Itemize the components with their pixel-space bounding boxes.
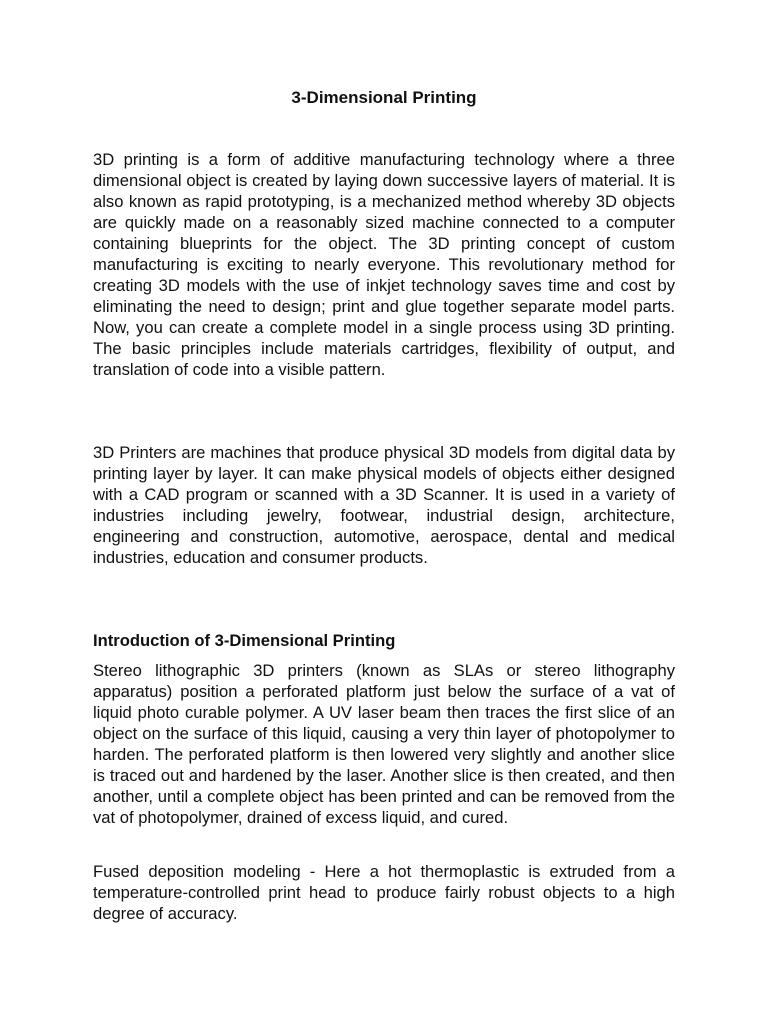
paragraph-3d-printers: 3D Printers are machines that produce physical 3D models from digital data by printing layer by layer. It can make physical models of objects either designed with a CAD program or scanned with a 3D Scanner. It is used in a variety of industries including jewelry, footwear, industrial design, architecture, engineering and construction, automotive, aerospace, dental and medical industries, education and consumer products. (93, 443, 675, 567)
section-heading: Introduction of 3-Dimensional Printing (93, 631, 396, 650)
paragraph-stereolithography: Stereo lithographic 3D printers (known as SLAs or stereo lithography apparatus) position a perforated platform just below the surface of a vat of liquid photo curable polymer. A UV laser beam then traces the first slice of an object on the surface of this liquid, causing a very thin layer of photopolymer to harden. The perforated platform is then lowered very slightly and another slice is traced out and hardened by the laser. Another slice is then created, and then another, until a complete object has been printed and can be removed from the vat of photopolymer, drained of excess liquid, and cured. (93, 661, 675, 827)
paragraph-intro: 3D printing is a form of additive manufacturing technology where a three dimensional object is created by laying down successive layers of material. It is also known as rapid prototyping, is a mechanized method whereby 3D objects are quickly made on a reasonably sized machine connected to a computer containing blueprints for the object. The 3D printing concept of custom manufacturing is exciting to nearly everyone. This revolutionary method for creating 3D models with the use of inkjet technology saves time and cost by eliminating the need to design; print and glue together separate model parts. Now, you can create a complete model in a single process using 3D printing. The basic principles include materials cartridges, flexibility of output, and translation of code into a visible pattern. (93, 150, 675, 379)
document-title: 3-Dimensional Printing (291, 88, 477, 107)
paragraph-fused-deposition: Fused deposition modeling - Here a hot thermoplastic is extruded from a temperature-controlled print head to produce fairly robust objects to a high degree of accuracy. (93, 862, 675, 923)
